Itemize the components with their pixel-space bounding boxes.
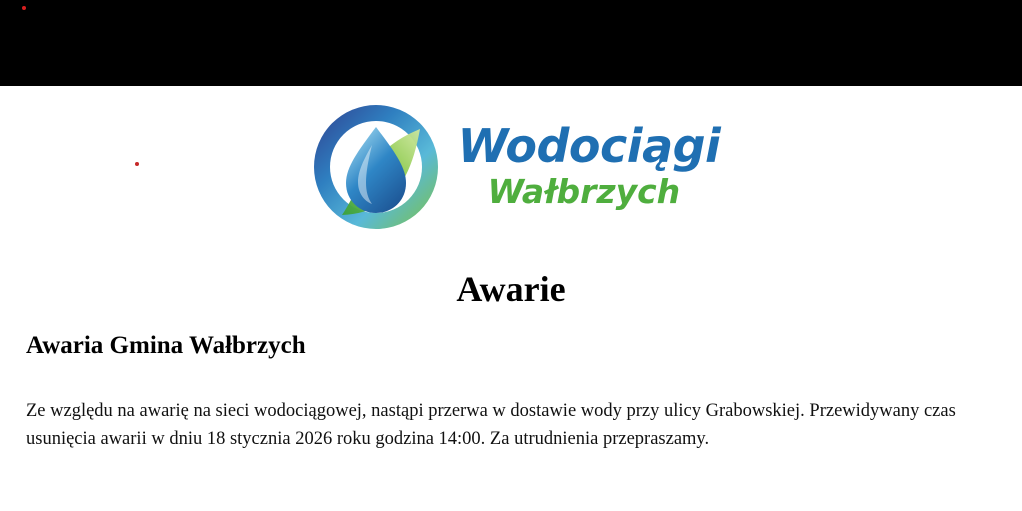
recording-indicator-icon — [22, 6, 26, 10]
site-logo[interactable] — [0, 92, 1022, 242]
page-title: Awarie — [456, 269, 566, 309]
browser-chrome-bar — [0, 0, 1022, 86]
logo-text-secondary: Wałbrzych — [487, 171, 681, 211]
logo-text-primary: Wodociągi — [457, 118, 721, 173]
water-drop-logo-icon — [302, 93, 450, 241]
page-content — [0, 86, 1022, 511]
announcement-body: Ze względu na awarię na sieci wodociągowej, nastąpi przerwa w dostawie wody przy ulicy Grabowskiej. Przewidywany czas usunięcia awarii w dniu 18 stycznia 2026 roku godzina 14:00. Za utrudnienia przepraszamy. — [26, 401, 956, 449]
section-title: Awaria Gmina Wałbrzych — [26, 332, 306, 359]
